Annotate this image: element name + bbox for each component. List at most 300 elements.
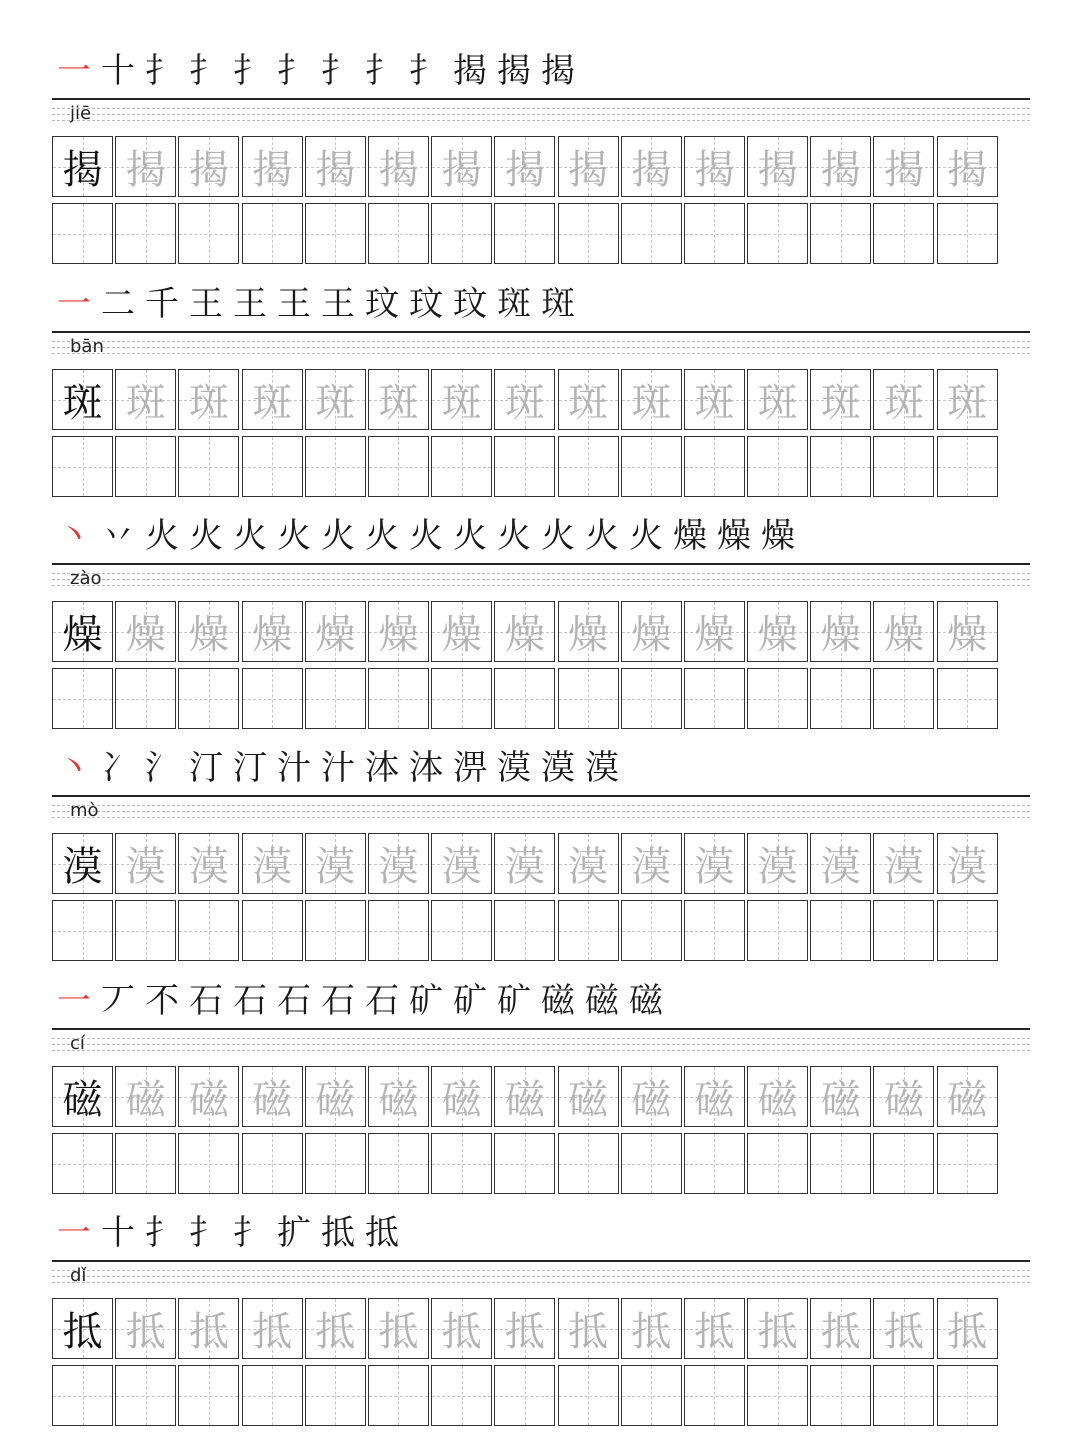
model-character: 燥 [62, 612, 103, 658]
trace-character: 抵 [188, 1309, 229, 1355]
practice-cell[interactable] [873, 833, 934, 894]
stroke-step: 丶 [57, 748, 91, 788]
stroke-step: 王 [277, 284, 311, 324]
practice-cell[interactable] [684, 668, 745, 729]
practice-cell[interactable] [937, 601, 998, 662]
practice-cell[interactable] [368, 668, 429, 729]
practice-cell[interactable] [178, 833, 239, 894]
practice-cell[interactable] [115, 601, 176, 662]
stroke-step: 汀 [189, 748, 223, 788]
practice-cell[interactable] [873, 136, 934, 197]
practice-cell[interactable] [558, 203, 619, 264]
practice-cell[interactable] [558, 668, 619, 729]
practice-cell[interactable] [810, 1298, 871, 1359]
practice-cell[interactable] [558, 136, 619, 197]
practice-cell[interactable] [115, 900, 176, 961]
practice-cell[interactable] [684, 1066, 745, 1127]
practice-cell[interactable] [494, 1298, 555, 1359]
stroke-step: 泍 [409, 748, 443, 788]
practice-cell[interactable] [937, 900, 998, 961]
stroke-step: 抵 [365, 1213, 399, 1253]
practice-cell[interactable] [747, 1133, 808, 1194]
pinyin-guide-line [52, 573, 1030, 574]
trace-character: 斑 [504, 380, 545, 426]
practice-cell[interactable] [305, 601, 366, 662]
practice-cell[interactable] [178, 436, 239, 497]
practice-cell[interactable] [558, 900, 619, 961]
practice-cell[interactable] [494, 369, 555, 430]
practice-cell[interactable] [431, 601, 492, 662]
stroke-step: 火 [585, 516, 619, 556]
stroke-step: 十 [101, 51, 135, 91]
practice-cell[interactable] [747, 601, 808, 662]
trace-character: 揭 [883, 147, 924, 193]
practice-cell[interactable] [810, 369, 871, 430]
trace-character: 抵 [883, 1309, 924, 1355]
practice-cell[interactable] [621, 1133, 682, 1194]
pinyin-guide-line [52, 1038, 1030, 1039]
stroke-step: 汁 [277, 748, 311, 788]
practice-cell[interactable] [115, 203, 176, 264]
practice-cell[interactable] [242, 203, 303, 264]
practice-cell[interactable] [873, 369, 934, 430]
practice-cell[interactable] [242, 136, 303, 197]
practice-cell[interactable] [178, 900, 239, 961]
practice-cell[interactable] [52, 601, 113, 662]
practice-cell[interactable] [115, 369, 176, 430]
practice-cell[interactable] [368, 900, 429, 961]
practice-cell[interactable] [368, 436, 429, 497]
practice-cell[interactable] [178, 136, 239, 197]
practice-cell[interactable] [810, 1365, 871, 1426]
practice-cell[interactable] [937, 203, 998, 264]
practice-cell[interactable] [747, 900, 808, 961]
practice-cell[interactable] [747, 136, 808, 197]
practice-cell[interactable] [305, 203, 366, 264]
pinyin-guide-line [52, 347, 1030, 348]
practice-cell[interactable] [52, 1066, 113, 1127]
stroke-step: 冫 [101, 748, 135, 788]
trace-character: 抵 [568, 1309, 608, 1355]
pinyin-line-top [52, 1260, 1030, 1262]
practice-cell[interactable] [558, 601, 619, 662]
practice-cell[interactable] [937, 833, 998, 894]
practice-cell[interactable] [178, 1298, 239, 1359]
practice-cell[interactable] [368, 1066, 429, 1127]
practice-cell[interactable] [621, 136, 682, 197]
pinyin-line-top [52, 1028, 1030, 1030]
trace-character: 揭 [820, 147, 861, 193]
practice-cell[interactable] [937, 1365, 998, 1426]
practice-cell[interactable] [115, 1066, 176, 1127]
practice-cell[interactable] [621, 369, 682, 430]
practice-cell[interactable] [873, 1133, 934, 1194]
blank-practice-row [52, 436, 1030, 500]
practice-cell[interactable] [937, 1133, 998, 1194]
practice-cell[interactable] [621, 1365, 682, 1426]
stroke-step: 扌 [233, 51, 267, 91]
practice-cell[interactable] [747, 1066, 808, 1127]
practice-cell[interactable] [621, 601, 682, 662]
stroke-step: 王 [189, 284, 223, 324]
trace-character: 揭 [378, 147, 419, 193]
practice-cell[interactable] [684, 601, 745, 662]
practice-cell[interactable] [305, 1365, 366, 1426]
practice-cell[interactable] [558, 369, 619, 430]
practice-cell[interactable] [242, 601, 303, 662]
practice-cell[interactable] [558, 1066, 619, 1127]
practice-cell[interactable] [368, 1365, 429, 1426]
practice-cell[interactable] [684, 833, 745, 894]
practice-cell[interactable] [937, 136, 998, 197]
trace-character: 揭 [947, 147, 988, 193]
practice-cell[interactable] [684, 369, 745, 430]
stroke-step: 漠 [585, 748, 619, 788]
practice-cell[interactable] [242, 1066, 303, 1127]
trace-character: 斑 [441, 380, 482, 426]
stroke-step: 丆 [101, 981, 135, 1021]
stroke-step: 石 [233, 981, 267, 1021]
stroke-step: 扌 [145, 1213, 179, 1253]
trace-character: 漠 [757, 844, 798, 890]
practice-cell[interactable] [242, 668, 303, 729]
practice-cell[interactable] [810, 203, 871, 264]
practice-cell[interactable] [242, 1298, 303, 1359]
pinyin-guide-line [52, 1044, 1030, 1045]
pinyin-label: bān [70, 336, 104, 357]
pinyin-guide-line [52, 579, 1030, 580]
practice-cell[interactable] [747, 203, 808, 264]
practice-cell[interactable] [431, 668, 492, 729]
practice-cell[interactable] [431, 1066, 492, 1127]
practice-cell[interactable] [178, 1133, 239, 1194]
practice-cell[interactable] [115, 436, 176, 497]
practice-cell[interactable] [937, 1066, 998, 1127]
trace-character: 斑 [631, 380, 672, 426]
practice-cell[interactable] [494, 203, 555, 264]
practice-cell[interactable] [52, 436, 113, 497]
trace-character: 斑 [378, 380, 419, 426]
trace-character: 斑 [820, 380, 861, 426]
stroke-step: 石 [277, 981, 311, 1021]
practice-cell[interactable] [305, 369, 366, 430]
practice-cell[interactable] [937, 668, 998, 729]
character-block [52, 517, 1030, 737]
stroke-step: 抵 [321, 1213, 355, 1253]
stroke-step: 扌 [365, 51, 399, 91]
practice-cell[interactable] [684, 1298, 745, 1359]
trace-character: 磁 [947, 1077, 988, 1123]
trace-character: 磁 [883, 1077, 924, 1123]
practice-cell[interactable] [242, 900, 303, 961]
trace-character: 燥 [125, 612, 166, 658]
practice-cell[interactable] [494, 436, 555, 497]
practice-cell[interactable] [621, 668, 682, 729]
practice-cell[interactable] [178, 668, 239, 729]
practice-cell[interactable] [494, 1365, 555, 1426]
trace-character: 磁 [441, 1077, 482, 1123]
practice-cell[interactable] [558, 833, 619, 894]
stroke-order-row [52, 982, 1030, 1020]
practice-cell[interactable] [52, 833, 113, 894]
practice-cell[interactable] [431, 1298, 492, 1359]
model-character: 揭 [62, 147, 103, 193]
practice-cell[interactable] [494, 900, 555, 961]
stroke-step: 揭 [541, 51, 575, 91]
practice-cell[interactable] [621, 833, 682, 894]
practice-cell[interactable] [937, 1298, 998, 1359]
practice-cell[interactable] [494, 833, 555, 894]
practice-cell[interactable] [431, 833, 492, 894]
practice-cell[interactable] [52, 136, 113, 197]
trace-character: 斑 [568, 380, 608, 426]
practice-cell[interactable] [305, 1066, 366, 1127]
trace-character: 漠 [125, 844, 166, 890]
practice-cell[interactable] [873, 601, 934, 662]
practice-cell[interactable] [494, 1066, 555, 1127]
practice-cell[interactable] [684, 203, 745, 264]
trace-character: 磁 [252, 1077, 293, 1123]
practice-cell[interactable] [747, 668, 808, 729]
practice-cell[interactable] [52, 668, 113, 729]
practice-cell[interactable] [810, 668, 871, 729]
practice-cell[interactable] [305, 833, 366, 894]
trace-character: 漠 [378, 844, 419, 890]
practice-cell[interactable] [431, 436, 492, 497]
practice-cell[interactable] [305, 1298, 366, 1359]
practice-cell[interactable] [305, 900, 366, 961]
practice-cell[interactable] [747, 1298, 808, 1359]
practice-cell[interactable] [242, 436, 303, 497]
stroke-step: 王 [233, 284, 267, 324]
practice-cell[interactable] [684, 136, 745, 197]
practice-cell[interactable] [937, 436, 998, 497]
stroke-step: 扌 [409, 51, 443, 91]
stroke-step: 火 [277, 516, 311, 556]
practice-cell[interactable] [684, 900, 745, 961]
practice-cell[interactable] [810, 436, 871, 497]
practice-cell[interactable] [621, 203, 682, 264]
practice-cell[interactable] [368, 203, 429, 264]
trace-character: 磁 [757, 1077, 798, 1123]
trace-character: 漠 [631, 844, 672, 890]
practice-cell[interactable] [52, 369, 113, 430]
practice-cell[interactable] [494, 668, 555, 729]
trace-character: 斑 [694, 380, 735, 426]
practice-cell[interactable] [558, 436, 619, 497]
stroke-step: 斑 [497, 284, 531, 324]
trace-character: 燥 [568, 612, 608, 658]
trace-character: 揭 [694, 147, 735, 193]
practice-cell[interactable] [621, 436, 682, 497]
stroke-step: 矿 [453, 981, 487, 1021]
practice-cell[interactable] [747, 369, 808, 430]
stroke-step: 火 [321, 516, 355, 556]
stroke-step: 石 [321, 981, 355, 1021]
practice-cell[interactable] [810, 136, 871, 197]
trace-character: 漠 [947, 844, 988, 890]
pinyin-guide-line [52, 1282, 1030, 1283]
practice-cell[interactable] [115, 833, 176, 894]
practice-cell[interactable] [684, 1133, 745, 1194]
practice-cell[interactable] [747, 1365, 808, 1426]
practice-cell[interactable] [115, 1298, 176, 1359]
trace-character: 斑 [188, 380, 229, 426]
stroke-step: 扌 [189, 51, 223, 91]
trace-character: 燥 [820, 612, 861, 658]
pinyin-guide-line [52, 817, 1030, 818]
stroke-step: 火 [497, 516, 531, 556]
practice-cell[interactable] [178, 203, 239, 264]
stroke-step: 玟 [453, 284, 487, 324]
trace-character: 磁 [694, 1077, 735, 1123]
practice-cell[interactable] [431, 900, 492, 961]
trace-character: 燥 [315, 612, 356, 658]
pinyin-line-top [52, 331, 1030, 333]
practice-cell[interactable] [368, 601, 429, 662]
pinyin-guide-line [52, 108, 1030, 109]
stroke-order-row [52, 1214, 1030, 1252]
tracing-row [52, 833, 1030, 897]
trace-character: 漠 [252, 844, 293, 890]
trace-character: 抵 [441, 1309, 482, 1355]
model-character: 斑 [62, 380, 103, 426]
stroke-step: 十 [101, 1213, 135, 1253]
practice-cell[interactable] [305, 1133, 366, 1194]
practice-cell[interactable] [431, 1365, 492, 1426]
stroke-step: 二 [101, 284, 135, 324]
practice-cell[interactable] [115, 136, 176, 197]
pinyin-guide-line [52, 805, 1030, 806]
practice-cell[interactable] [431, 369, 492, 430]
practice-cell[interactable] [368, 1298, 429, 1359]
practice-cell[interactable] [52, 1298, 113, 1359]
practice-cell[interactable] [937, 369, 998, 430]
trace-character: 燥 [883, 612, 924, 658]
stroke-step: 泍 [365, 748, 399, 788]
stroke-step: 丶 [57, 516, 91, 556]
practice-cell[interactable] [558, 1365, 619, 1426]
practice-cell[interactable] [305, 668, 366, 729]
practice-cell[interactable] [747, 436, 808, 497]
trace-character: 磁 [378, 1077, 419, 1123]
practice-cell[interactable] [178, 1066, 239, 1127]
practice-cell[interactable] [873, 1365, 934, 1426]
practice-cell[interactable] [810, 833, 871, 894]
trace-character: 揭 [188, 147, 229, 193]
trace-character: 漠 [883, 844, 924, 890]
practice-cell[interactable] [242, 1133, 303, 1194]
practice-cell[interactable] [873, 1066, 934, 1127]
trace-character: 抵 [947, 1309, 988, 1355]
practice-cell[interactable] [368, 136, 429, 197]
character-block [52, 982, 1030, 1202]
practice-cell[interactable] [494, 136, 555, 197]
trace-character: 磁 [504, 1077, 545, 1123]
stroke-step: 磁 [585, 981, 619, 1021]
trace-character: 揭 [441, 147, 482, 193]
practice-cell[interactable] [684, 1365, 745, 1426]
practice-cell[interactable] [810, 1066, 871, 1127]
trace-character: 磁 [188, 1077, 229, 1123]
stroke-step: 火 [233, 516, 267, 556]
stroke-step: 揭 [497, 51, 531, 91]
practice-cell[interactable] [242, 1365, 303, 1426]
stroke-step: 扌 [233, 1213, 267, 1253]
practice-cell[interactable] [115, 668, 176, 729]
practice-cell[interactable] [873, 1298, 934, 1359]
trace-character: 燥 [252, 612, 293, 658]
practice-cell[interactable] [494, 1133, 555, 1194]
practice-cell[interactable] [621, 1298, 682, 1359]
stroke-step: 一 [57, 51, 91, 91]
trace-character: 抵 [820, 1309, 861, 1355]
practice-cell[interactable] [305, 136, 366, 197]
practice-cell[interactable] [621, 900, 682, 961]
pinyin-label: zào [70, 568, 102, 589]
practice-cell[interactable] [558, 1298, 619, 1359]
practice-cell[interactable] [242, 369, 303, 430]
trace-character: 斑 [315, 380, 356, 426]
practice-cell[interactable] [810, 601, 871, 662]
practice-cell[interactable] [178, 369, 239, 430]
practice-cell[interactable] [52, 900, 113, 961]
practice-cell[interactable] [368, 1133, 429, 1194]
stroke-step: 漠 [541, 748, 575, 788]
practice-cell[interactable] [558, 1133, 619, 1194]
practice-cell[interactable] [431, 203, 492, 264]
practice-cell[interactable] [873, 900, 934, 961]
practice-cell[interactable] [873, 668, 934, 729]
practice-cell[interactable] [494, 601, 555, 662]
practice-cell[interactable] [115, 1365, 176, 1426]
trace-character: 斑 [125, 380, 166, 426]
trace-character: 揭 [568, 147, 608, 193]
trace-character: 抵 [631, 1309, 672, 1355]
stroke-step: 矿 [497, 981, 531, 1021]
trace-character: 磁 [820, 1077, 861, 1123]
practice-cell[interactable] [684, 436, 745, 497]
practice-cell[interactable] [810, 1133, 871, 1194]
practice-cell[interactable] [368, 369, 429, 430]
pinyin-line-top [52, 795, 1030, 797]
practice-cell[interactable] [52, 203, 113, 264]
practice-cell[interactable] [810, 900, 871, 961]
trace-character: 抵 [694, 1309, 735, 1355]
practice-cell[interactable] [873, 436, 934, 497]
practice-cell[interactable] [115, 1133, 176, 1194]
practice-cell[interactable] [621, 1066, 682, 1127]
practice-cell[interactable] [431, 136, 492, 197]
stroke-step: 火 [541, 516, 575, 556]
practice-cell[interactable] [242, 833, 303, 894]
trace-character: 燥 [441, 612, 482, 658]
practice-cell[interactable] [178, 1365, 239, 1426]
practice-cell[interactable] [368, 833, 429, 894]
trace-character: 漠 [188, 844, 229, 890]
pinyin-label: cí [70, 1033, 85, 1054]
pinyin-guide-line [52, 114, 1030, 115]
blank-practice-row [52, 203, 1030, 267]
practice-cell[interactable] [747, 833, 808, 894]
practice-cell[interactable] [431, 1133, 492, 1194]
practice-cell[interactable] [305, 436, 366, 497]
practice-cell[interactable] [52, 1133, 113, 1194]
stroke-step: 玟 [365, 284, 399, 324]
practice-cell[interactable] [178, 601, 239, 662]
practice-cell[interactable] [873, 203, 934, 264]
practice-cell[interactable] [52, 1365, 113, 1426]
